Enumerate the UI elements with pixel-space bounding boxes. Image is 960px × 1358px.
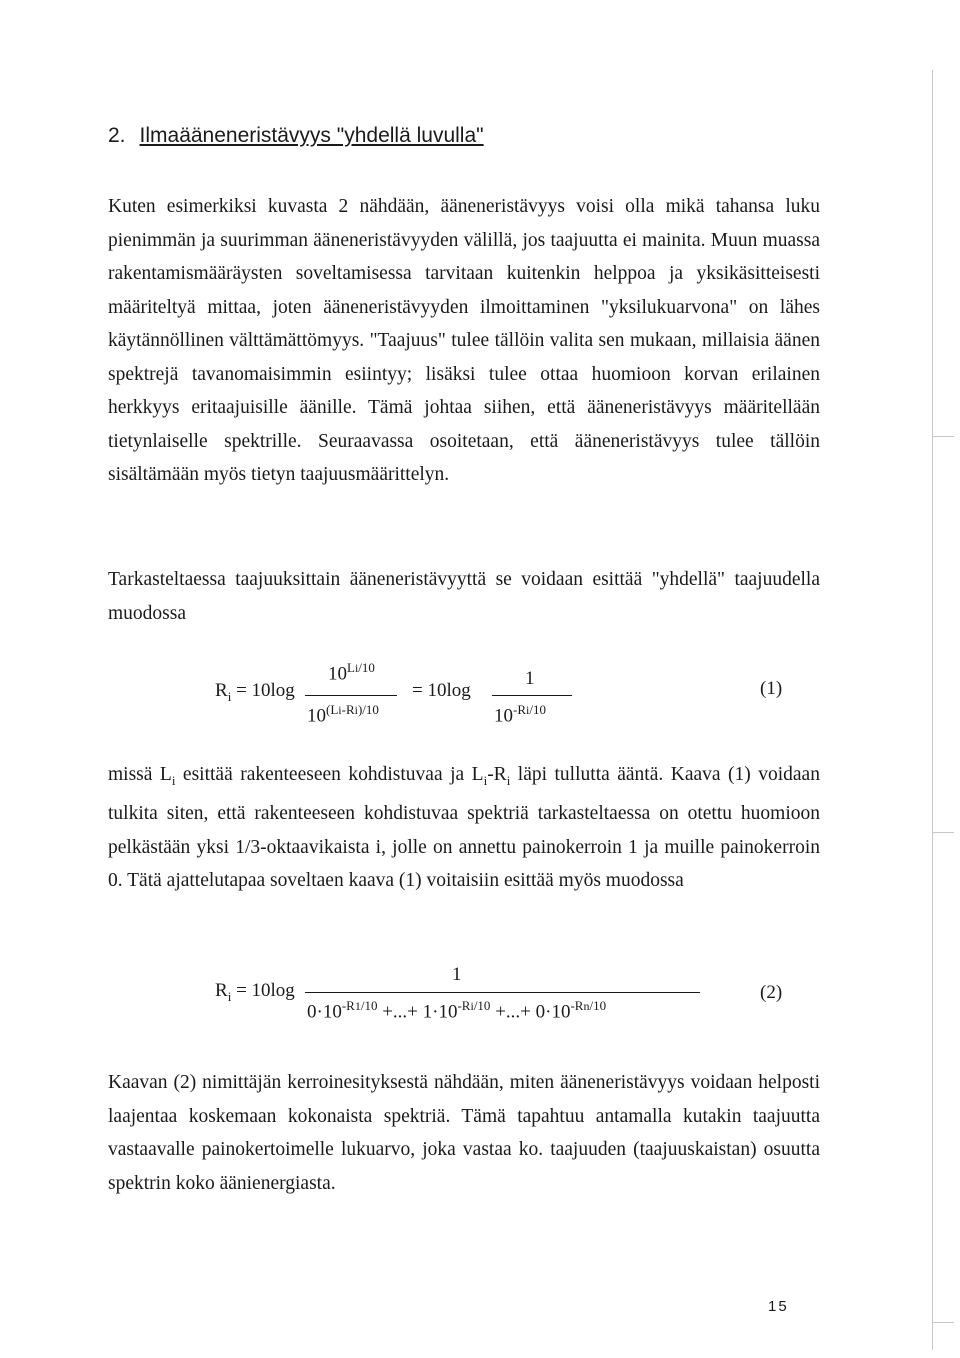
eq1-number: (1) bbox=[760, 678, 783, 699]
margin-tick bbox=[932, 436, 954, 437]
paragraph-interpretation: missä $L_i$ esittää rakenteeseen kohdistuvaa ja $L_i-R_i$ läpi tullutta ääntä. Kaava (1) voidaan tulkita siten, että rakenteeseen kohdistuvaa spektriä tarkasteltaessa on otettu huomioon pelkästään yksi 1/3-oktaavikaista i, jolle on annettu painokerroin 1 ja muille painokerroin 0. Tätä ajattelutapaa soveltaen kaava (1) voitaisiin esittää myös muodossa bbox=[108, 764, 820, 892]
eq2-fraction-bar bbox=[305, 992, 700, 993]
eq1-lhs: $R_i = 10\log$ bbox=[215, 680, 295, 704]
page-number: 15 bbox=[768, 1298, 789, 1315]
eq1-denominator-2: $10^{-Ri/10}$ bbox=[494, 702, 546, 727]
eq1-fraction-bar-1 bbox=[305, 695, 397, 696]
paragraph-intro: Kuten esimerkiksi kuvasta 2 nähdään, ääneneristävyys voisi olla mikä tahansa luku pienimmän ja suurimman ääneneristävyyden välillä, jos taajuutta ei mainita. Muun muassa rakentamismääräysten soveltamisessa tarvitaan kuitenkin helppoa ja yksikäsitteisesti määriteltyä mittaa, joten ääneneristävyyden ilmoittaminen "yksilukuarvona" on lähes käytännöllinen välttämättömyys. "Taajuus" tulee tällöin valita sen mukaan, millaisia äänen spektrejä tavanomaisimmin esiintyy; lisäksi tulee ottaa huomioon korvan erilainen herkkyys eritaajuisille äänille. Tämä johtaa siihen, että ääneneristävyys määritellään tietynlaiselle spektrille. Seuraavassa osoitetaan, että ääneneristävyys tulee tällöin sisältämään myös tietyn taajuusmäärittelyn. bbox=[108, 196, 820, 485]
margin-tick bbox=[932, 1322, 954, 1323]
eq1-numerator-2: 1 bbox=[525, 668, 535, 689]
eq1-middle: = 10log bbox=[412, 680, 471, 701]
eq2-denominator: $0\cdot 10^{-R1/10}$ +...+ $1\cdot 10^{-Ri/10}$ +...+ $0\cdot 10^{-Rn/10}$ bbox=[307, 998, 607, 1023]
eq1-numerator-1: $10^{Li/10}$ bbox=[328, 660, 375, 685]
paragraph-spectrum: Kaavan (2) nimittäjän kerroinesityksestä nähdään, miten ääneneristävyys voidaan helposti laajentaa koskemaan kokonaista spektriä. Tämä tapahtuu antamalla kutakin taajuutta vastaavalle painokertoimelle lukuarvo, joka vastaa ko. taajuuden (taajuuskaistan) osuutta spektrin koko äänienergiasta. bbox=[108, 1072, 820, 1194]
margin-tick bbox=[932, 832, 954, 833]
eq2-lhs: $R_i = 10\log$ bbox=[215, 980, 295, 1004]
paragraph-frequency: Tarkasteltaessa taajuuksittain ääneneristävyyttä se voidaan esittää "yhdellä" taajuudella muodossa bbox=[108, 569, 820, 624]
section-heading bbox=[108, 124, 484, 148]
equation-1 bbox=[0, 650, 960, 740]
eq1-fraction-bar-2 bbox=[492, 695, 572, 696]
eq1-denominator-1: $10^{(Li-Ri)/10}$ bbox=[307, 702, 379, 727]
equation-2 bbox=[0, 962, 960, 1032]
eq2-number: (2) bbox=[760, 982, 783, 1003]
section-number: 2. bbox=[108, 124, 126, 147]
eq2-numerator: 1 bbox=[452, 964, 462, 985]
section-title: Ilmaääneneristävyys "yhdellä luvulla" bbox=[139, 124, 484, 147]
